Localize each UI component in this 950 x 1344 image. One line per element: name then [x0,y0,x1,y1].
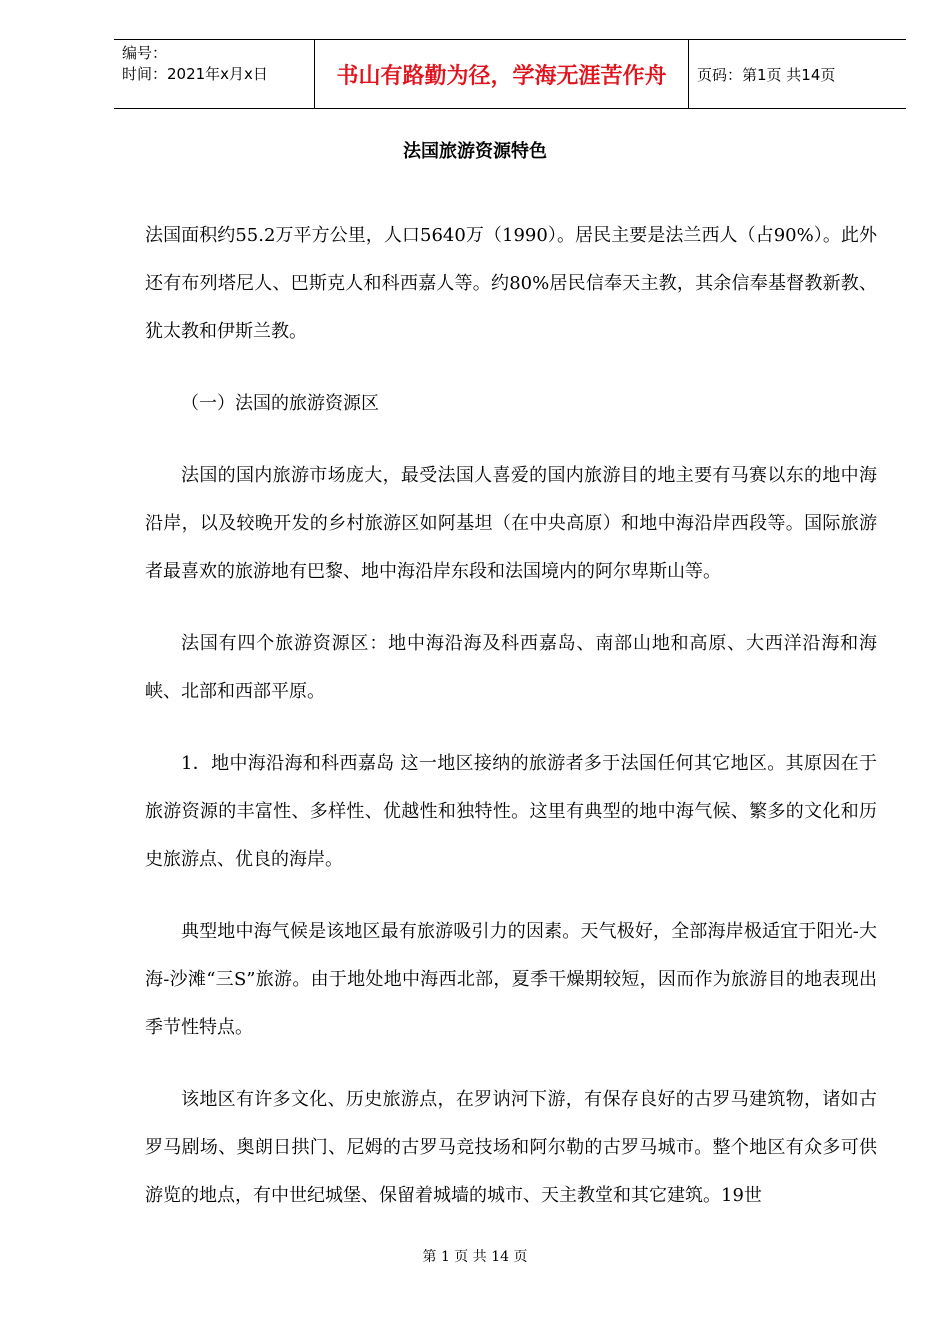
page-footer: 第 1 页 共 14 页 [422,1249,528,1265]
paragraph: 该地区有许多文化、历史旅游点，在罗讷河下游，有保存良好的古罗马建筑物，诸如古罗马剧场、奥朗日拱门、尼姆的古罗马竞技场和阿尔勒的古罗马城市。整个地区有众多可供游览的地点，有中世纪城堡、保留着城墙的城市、天主教堂和其它建筑。19世 [145,1089,877,1206]
document-title: 法国旅游资源特色 [403,141,547,162]
header-page-info: 页码：第1页 共14页 [697,65,836,84]
time-label: 时间：2021年x月x日 [122,65,268,83]
header-motto: 书山有路勤为径，学海无涯苦作舟 [315,40,689,108]
section-heading: （一）法国的旅游资源区 [181,393,379,414]
page-header [114,39,906,109]
paragraph: 法国有四个旅游资源区：地中海沿海及科西嘉岛、南部山地和高原、大西洋沿海和海峡、北部和西部平原。 [145,633,877,702]
paragraph: 法国的国内旅游市场庞大，最受法国人喜爱的国内旅游目的地主要有马赛以东的地中海沿岸，以及较晚开发的乡村旅游区如阿基坦（在中央高原）和地中海沿岸西段等。国际旅游者最喜欢的旅游地有巴黎、地中海沿岸东段和法国境内的阿尔卑斯山等。 [145,465,877,582]
paragraph-intro: 法国面积约55.2万平方公里，人口5640万（1990）。居民主要是法兰西人（占90%）。此外还有布列塔尼人、巴斯克人和科西嘉人等。约80%居民信奉天主教，其余信奉基督教新教、犹太教和伊斯兰教。 [145,225,877,342]
document-body [145,212,877,1244]
paragraph: 典型地中海气候是该地区最有旅游吸引力的因素。天气极好，全部海岸极适宜于阳光-大海-沙滩“三S”旅游。由于地处地中海西北部，夏季干燥期较短，因而作为旅游目的地表现出季节性特点。 [145,921,877,1038]
header-meta [114,40,315,108]
number-label: 编号： [122,44,168,62]
paragraph: 1．地中海沿海和科西嘉岛 这一地区接纳的旅游者多于法国任何其它地区。其原因在于旅游资源的丰富性、多样性、优越性和独特性。这里有典型的地中海气候、繁多的文化和历史旅游点、优良的海岸。 [145,753,877,870]
